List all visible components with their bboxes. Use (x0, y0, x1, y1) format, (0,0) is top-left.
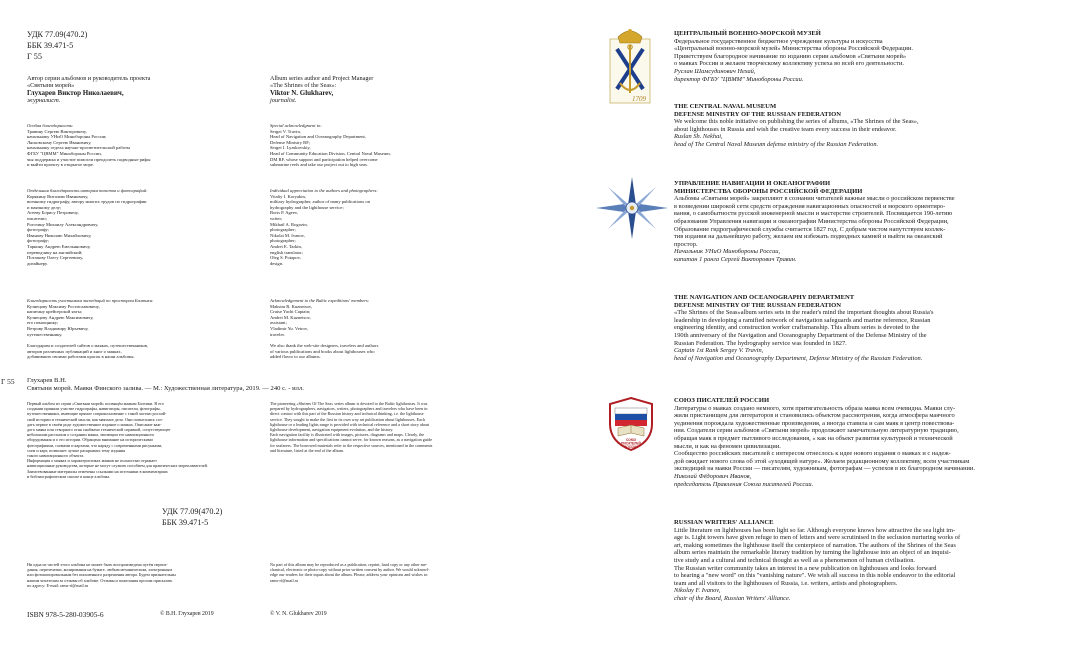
author-block-en (270, 75, 480, 105)
expedition-en (270, 298, 500, 337)
author-block-ru (27, 75, 237, 105)
final-thanks-en: We also thank the web-site designers, travelers and authors of various publications and books about lighthouses who added flavor to our albums. (270, 343, 379, 360)
author-title-en: journalist. (270, 97, 297, 105)
left-page (0, 0, 540, 653)
author-mark: Г 55 (27, 52, 42, 61)
museum-ru-block (674, 30, 1074, 83)
author-role-ru: Автор серии альбомов и руководитель проекта «Святыни морей» (27, 75, 151, 90)
shield-book-icon (606, 396, 656, 452)
expedition-ru (27, 298, 257, 337)
nav-en-block (674, 294, 1074, 362)
museum-ru-body: Федеральное государственное бюджетное учреждение культуры и искусства «Центральный военно-морской музей» Министерства обороны Российской Федерации. Приветствуем благородное начинание по изданию серии альбомов «Святыни морей» о маяках России и желаем творческому коллективу успеха во всей его деятельности. (674, 37, 913, 68)
udk-code: УДК 77.09(470.2) (27, 30, 88, 39)
expedition-heading-en: Acknowledgement to the Baltic expeditions' members: (270, 298, 370, 303)
svg-text:ПИСАТЕЛЕЙ: ПИСАТЕЛЕЙ (621, 441, 641, 446)
bbk-code: ББК 39.471-5 (27, 41, 74, 50)
museum-en-sign: Ruslan Sh. Nekhai, head of The Central Naval Museum defense ministry of the Russian Federation. (674, 133, 879, 148)
biblio-mark: Г 55 (1, 377, 15, 386)
nav-ru-sign: Начальник УНиО Минобороны России, капитан 1 ранга Сергей Викторович Травин. (674, 248, 797, 263)
writers-emblem-label: СОЮЗ (626, 438, 636, 442)
expedition-text-en: Maksim R. Kuznetsov, Cruise Yacht Captain; Andrei M. Kuznetsov, assistant; Vladimir Yu. Vetrov, traveler. (270, 303, 313, 337)
thanks-text-en: Sergei V. Travin, Head of Navigation and Oceanography Department, Defense Ministry RF; Sergei I. Lyaskovskiy, Head of Community Education Division, Central Naval Museum, DM RF, whose support and participation helped overcome submarine reefs and take our project out to high seas. (270, 128, 391, 168)
nav-ru-block (674, 180, 1074, 264)
museum-ru-title: ЦЕНТРАЛЬНЫЙ ВОЕННО-МОРСКОЙ МУЗЕЙ (674, 30, 821, 37)
nav-en-body: «The Shrines of the Seas»album series sets in the reader's mind the important thoughts about Russia's leadership in developing a ramified network of navigation safeguards and marine reference, Russian engineering identity, and construction worker craftsmanship. This album series is devoted to the 190th anniversary of the Navigation and Oceanography Department of the Defense Ministry of the Russian Federation. The hydrography service was founded in 1827. (674, 309, 934, 347)
nav-en-title: THE NAVIGATION AND OCEANOGRAPHY DEPARTMENT DEFENSE MINISTRY OF THE RUSSIAN FEDERATION (674, 294, 855, 309)
author-role-en: Album series author and Project Manager «The Shrines of the Seas»: (270, 75, 374, 90)
museum-en-block (674, 103, 1074, 149)
bbk-code-repeat: ББК 39.471-5 (162, 518, 209, 527)
authors-text-en: Vitaliy I. Koryakin, military hydrographer, author of many publications on hydrography and the lighthouse service; Boris P. Ageev, writer; Mikhail A. Rogozin, photographer; Nikolai M. Ivanov, photographer; Andrei E. Tarkin, english translator; Oleg S. Potapov, design. (270, 193, 370, 266)
thanks-heading-ru: Особая благодарность: (27, 123, 74, 128)
udk-code-repeat: УДК 77.09(470.2) (162, 507, 223, 516)
nav-ru-body: Альбомы «Святыни морей» закрепляют в сознании читателей важные мысли о российском первенстве в возведении широкой сети средств ограждения навигационных опасностей и морского ориентиро- вания, о самобытности русской инженерной мысли и мастерстве строителей. Посвящается 190-летию образования Управления навигации и океанографии Министерства обороны Российской Федерации, Образование гидрографической службы считается 1827 год. С добрым чистом напутствуем коллек- тив издания на дальнейшую работу, желаем им избежать подводных камней и выйти на океанский простор. (674, 195, 955, 248)
thanks-en (270, 123, 500, 168)
museum-en-body: We welcome this noble initiative on publishing the series of albums, «The Shrines of the Seas», about lighthouses in Russia and wish the creative team every success in their endeavor. (674, 118, 919, 133)
rights-ru: Ни одна из частей этого альбома не может быть воспроизведена путём переиз- дания, перепечатки, копирования на бумаге, любым механическим, электронным или фотокопировальным без письменного разрешения автора. Будем признательны нашим читателям за отзывы об альбоме. Отзывы и пожелания просим присылать по адресу: E-mail: rams-rf@mail.ru (27, 562, 176, 588)
annotation-en: The pioneering «Shrines Of The Sea» series album is devoted to the Baltic lighthouses. It was prepared by hydrographers, navigators, writers, photographers and travelers who have been in direct contact with this part of the Russian history and technical thinking, i.e. the lighthouse service. They sought to make the first in its own way art publication about lighthouses. Each lighthouse or a leading lights range is provided with technical reference and a short story about lighthouse development, navigation equipment evolution, and the history. Each navigation facility is illustrated with images, pictures, diagrams and maps. Clearly, the lighthouse information and specifications cannot serve, for known reasons, as a navigation guide for seafarers. The borrowed materials refer to the respective sources, mentioned in the comments and literature, listed at the end of the album. (270, 401, 433, 453)
authors-ru (27, 188, 257, 266)
thanks-text-ru: Травину Сергею Викторовичу, начальнику УНиО Минобороны России; Лясковскому Сергею Ивановичу, начальнику отдела научно-просветительской работы ФГБУ "ЦВММ" Минобороны России, чья поддержка и участие помогли преодолеть подводные рифы и выйти проекту в открытое море. (27, 128, 151, 168)
museum-en-title: THE CENTRAL NAVAL MUSEUM DEFENSE MINISTRY OF THE RUSSIAN FEDERATION (674, 103, 842, 118)
authors-heading-en: Individual appreciation to the authors and photographers: (270, 188, 378, 193)
writers-en-block (674, 519, 1074, 603)
svg-text:1709: 1709 (632, 95, 646, 103)
copyright-en: © V. N. Glukharev 2019 (270, 611, 327, 617)
nav-ru-title: УПРАВЛЕНИЕ НАВИГАЦИИ И ОКЕАНОГРАФИИ МИНИСТЕРСТВА ОБОРОНЫ РОССИЙСКОЙ ФЕДЕРАЦИИ (674, 180, 863, 195)
author-name-en: Viktor N. Glukharev, (270, 88, 334, 97)
writers-en-title: RUSSIAN WRITERS' ALLIANCE (674, 519, 774, 526)
right-page (540, 0, 1081, 653)
thanks-ru (27, 123, 257, 168)
annotation-ru: Первый альбом из серии «Святыни морей» посвящён маякам Балтики. В его создании приняли участие гидрографы, навигаторы, писатели, фотографы, путешественники, имеющие прямое соприкосновение с такой частью россий- ской истории и технической мысли, как маячное дело. Они попытались соз- дать первое в своём роде художественное издание о маяках. Описание каж- дого маяка или створного огня снабжено технической справкой, сопутствующее небольшим рассказом о создании маяка, эволюции его навигационного оборудования и о его истории. Обращено внимание на историческими фотографиями, схемами и картами, что наряду с современными рисунками, схем и карт, позволяет лучше раскрывать тему издания такого навигационного объекта. Информация о маяках и характеристиках маяков не полностью отражает навигационные руководства, которые не могут служить пособием для практических мореплавателей. Заимствованные материалы отмечены ссылками на источники в комментариях и библиографическом списке в конце альбома. (27, 401, 208, 479)
writers-ru-body: Литературы о маяках создано немного, хотя притягательность образа маяка всем очевидна. Маяки слу- жили пристанищем для литераторов и становились объектом рассмотрения, когда атмосфера маячного уединения порождала художественные произведения, а иногда ставила и сам маяк в центр повествова- ния. Создатели серии альбомов «Святыни морей» продолжают замечательную литературную традицию, обращая маяк в предмет пытливого исследования, « как на объект развития культурной и технической мысли, и как на феномен цивилизации. Сообщество российских писателей с интересом отнеслось к идее нового издания о маяках и с надеж- дой ожидает нового слова об этой «уходящей натуре». Желаем редакционному коллективу, всем участникам экспедиций на маяки России — писателям, художникам, фотографам — успехов в их благородном начинании. (674, 404, 975, 473)
author-name-ru: Глухарев Виктор Николаевич, (27, 88, 124, 97)
final-thanks-ru: Благодарим и создателей сайтов о маяках, путешественников, авторов различных публикаций и книг о маяках, добавивших своими работами красок в наши альбомы. (27, 343, 149, 360)
expedition-heading-ru: Благодарность участникам экспедиций по просторам Балтики: (27, 298, 154, 303)
expedition-text-ru: Кузнецову Максиму Ростиславовичу, капитану крейсерской яхты; Кузнецову Андрею Максимовичу, его помощнику; Ветрову Владимиру Юрьевичу, путешественнику. (27, 303, 100, 337)
nav-en-sign: Captain 1st Rank Sergey V. Travin, head of Navigation and Oceanography Department, Defense Ministry of the Russian Federation. (674, 347, 923, 362)
writers-en-sign: Nikolay F. Ivanov, chair of the Board, Russian Writers' Alliance. (674, 587, 791, 602)
svg-text:РОССИИ: РОССИИ (624, 445, 638, 450)
writers-ru-sign: Николай Фёдорович Иванов, председатель Правления Союза писателей России. (674, 472, 814, 488)
compass-star-icon (594, 175, 670, 241)
naval-museum-emblem (608, 27, 652, 105)
authors-en (270, 188, 500, 266)
thanks-heading-en: Special acknowledgment to: (270, 123, 322, 128)
authors-heading-ru: Отдельная благодарность авторам текстов и фотографий: (27, 188, 148, 193)
copyright-ru: © В.Н. Глухарев 2019 (160, 611, 214, 617)
isbn: ISBN 978-5-280-03905-6 (27, 610, 104, 619)
rights-en: No part of this album may be reproduced as a publication, reprint, hard copy or any other me- chanical, electronic or photo-copy without prior written consent by author. We would acknowl- edge our readers for their inputs about the album. Please, address your opinions and wishes to: rams-rf@mail.ru (270, 562, 430, 583)
writers-emblem (606, 396, 656, 452)
writers-ru-title: СОЮЗ ПИСАТЕЛЕЙ РОССИИ (674, 397, 770, 404)
crown-anchor-icon (608, 27, 652, 105)
authors-text-ru: Корякину Виталию Ивановичу, военному гидрографу, автору многих трудов по гидрографии и маячному делу; Агееву Борису Петровичу, писателю; Рогозину Михаилу Александровичу, фотографу; Иванову Николаю Михайловичу, фотографу; Таркину Андрею Емельяновичу, переводчику на английский; Потапову Олегу Сергеевичу, дизайнеру. (27, 193, 147, 266)
museum-ru-sign: Руслан Шамсудинович Нехай, директор ФГБУ "ЦВММ" Минобороны России. (674, 67, 804, 83)
author-title-ru: журналист. (27, 97, 61, 105)
writers-en-body: Little literature on lighthouses has been light so far. Although everyone knows how attractive the sea light im- age is. Light towers have given refuge to men of letters and were scrutinised in the seclusion nurturing works of art, making sometimes the lighthouse itself the centerpiece of narration. The authors of the Shrines of the Seas album series maintain the remarkable literary tradition by turning the lighthouse into an object of an inquisi- tive study and a cultural and technical thought as well as a phenomenon of human civilisation. The Russian writer community takes an interest in a new publication on lighthouses and looks forward to hearing a "new word" on this "vanishing nature". We wish all success in this noble endeavor to the editorial team and all visitors to the lighthouses of Russia, i.e. writers, artists and photographers. (674, 526, 961, 587)
navigation-emblem (594, 175, 670, 241)
biblio-entry: Глухарев В.Н. Святыни морей. Маяки Финского залива. — М.: Художественная литература, 2019. — 240 с. - илл. (27, 377, 304, 392)
writers-ru-block (674, 397, 1074, 488)
